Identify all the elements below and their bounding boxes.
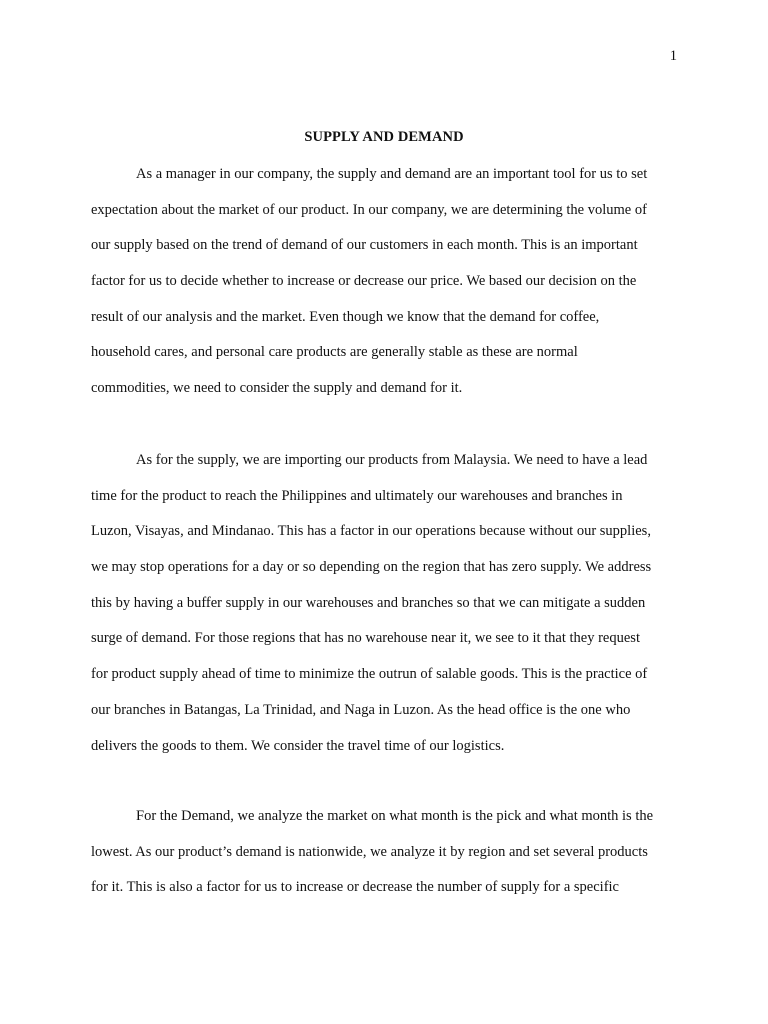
paragraph-line: delivers the goods to them. We consider the travel time of our logistics. <box>91 737 505 754</box>
paragraph-line: lowest. As our product’s demand is nationwide, we analyze it by region and set several products <box>91 843 648 860</box>
paragraph-line: our supply based on the trend of demand of our customers in each month. This is an important <box>91 237 638 254</box>
paragraph-1 <box>91 165 691 415</box>
paragraph-line: commodities, we need to consider the supply and demand for it. <box>91 380 463 397</box>
page-number: 1 <box>669 48 677 64</box>
paragraph-line: household cares, and personal care products are generally stable as these are normal <box>91 344 578 361</box>
paragraph-line: For the Demand, we analyze the market on what month is the pick and what month is the <box>136 808 654 824</box>
paragraph-3 <box>91 807 691 914</box>
paragraph-line: this by having a buffer supply in our warehouses and branches so that we can mitigate a sudden <box>91 594 646 611</box>
paragraph-line: As a manager in our company, the supply and demand are an important tool for us to set <box>136 166 648 182</box>
paragraph-line: for it. This is also a factor for us to increase or decrease the number of supply for a specific <box>91 879 619 896</box>
paragraph-line: for product supply ahead of time to minimize the outrun of salable goods. This is the practice of <box>91 666 648 683</box>
paragraph-line: we may stop operations for a day or so depending on the region that has zero supply. We address <box>91 559 652 576</box>
paragraph-line: surge of demand. For those regions that has no warehouse near it, we see to it that they request <box>91 630 640 647</box>
paragraph-line: As for the supply, we are importing our products from Malaysia. We need to have a lead <box>136 452 648 468</box>
document-title: SUPPLY AND DEMAND <box>304 129 464 145</box>
paragraph-line: factor for us to decide whether to increase or decrease our price. We based our decision on the <box>91 273 637 290</box>
paragraph-line: time for the product to reach the Philippines and ultimately our warehouses and branches in <box>91 487 623 504</box>
paragraph-line: Luzon, Visayas, and Mindanao. This has a factor in our operations because without our supplies, <box>91 523 651 540</box>
paragraph-line: result of our analysis and the market. Even though we know that the demand for coffee, <box>91 308 600 325</box>
paragraph-line: expectation about the market of our product. In our company, we are determining the volume of <box>91 201 647 218</box>
paragraph-line: our branches in Batangas, La Trinidad, and Naga in Luzon. As the head office is the one who <box>91 701 631 718</box>
paragraph-2 <box>91 451 691 772</box>
